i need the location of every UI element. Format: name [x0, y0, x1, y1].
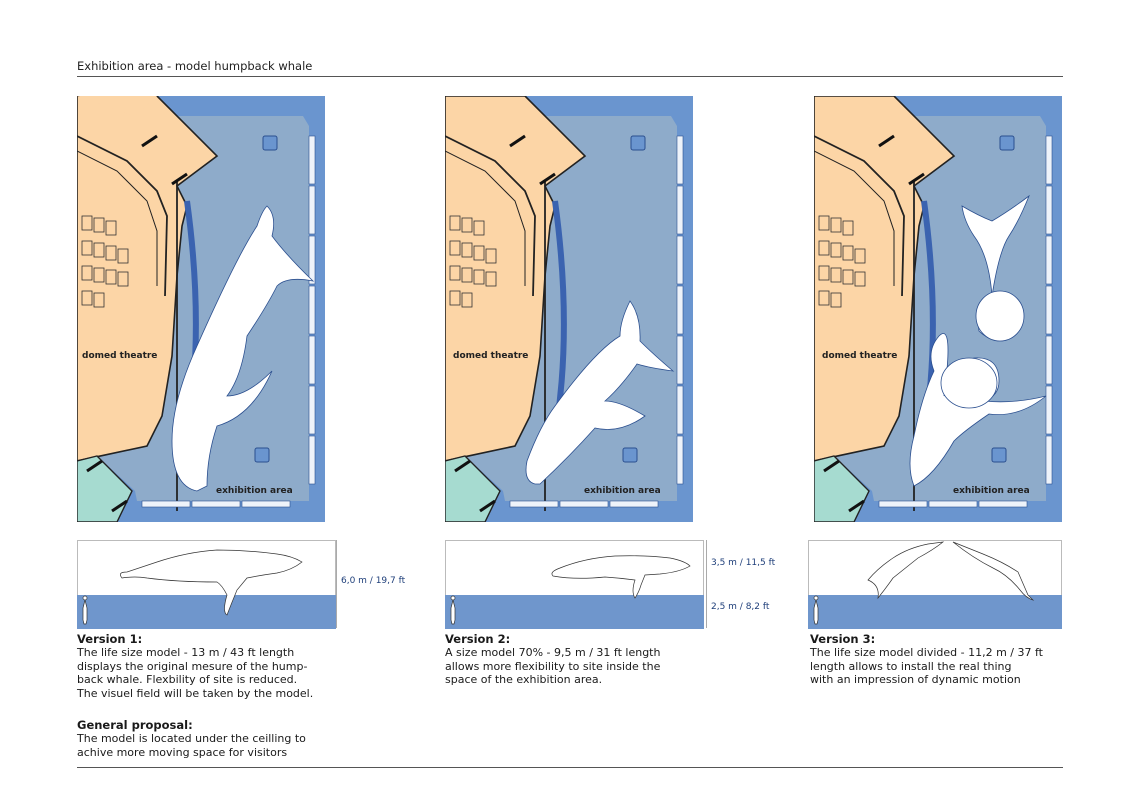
floor-plan-version-3 [814, 96, 1062, 522]
domed-theatre-label: domed theatre [82, 351, 158, 361]
header-rule [77, 76, 1063, 77]
exhibition-area-label: exhibition area [953, 486, 1030, 496]
version-line: allows more flexibility to site inside the [445, 659, 661, 673]
footer-rule [77, 767, 1063, 768]
exhibition-area-label: exhibition area [584, 486, 661, 496]
dimension-line-split [706, 540, 707, 628]
version-line: space of the exhibition area. [445, 673, 603, 686]
elevation-version-1 [77, 540, 336, 629]
domed-theatre-label: domed theatre [453, 351, 529, 361]
version-title: Version 1: [77, 632, 143, 646]
version-line: A size model 70% - 9,5 m / 31 ft length [445, 646, 661, 659]
page-title: Exhibition area - model humpback whale [77, 59, 313, 73]
floor-plan-version-2 [445, 96, 693, 522]
elevation-version-2 [445, 540, 704, 629]
version-line: with an impression of dynamic motion [810, 673, 1021, 686]
elevation-version-3 [808, 540, 1067, 629]
version-line: The visuel field will be taken by the model. [77, 686, 314, 700]
general-proposal-line: achive more moving space for visitors [77, 745, 288, 759]
dimension-line-total [336, 540, 337, 628]
general-proposal [77, 718, 377, 759]
version-line: length allows to install the real thing [810, 659, 1012, 673]
version-title: Version 3: [810, 632, 876, 646]
version-line: The life size model - 13 m / 43 ft length [77, 646, 295, 659]
domed-theatre-label: domed theatre [822, 351, 898, 361]
version-2-description [445, 632, 745, 687]
version-line: The life size model divided - 11,2 m / 37 ft [810, 646, 1043, 659]
version-line: displays the original mesure of the hump- [77, 659, 308, 673]
version-3-description [810, 632, 1110, 687]
total-height-label: 6,0 m / 19,7 ft [341, 576, 406, 586]
version-line: back whale. Flexbility of site is reduced. [77, 673, 298, 686]
floor-plan-version-1 [77, 96, 325, 522]
upper-height-label: 3,5 m / 11,5 ft [711, 558, 776, 568]
lower-height-label: 2,5 m / 8,2 ft [711, 602, 770, 612]
version-title: Version 2: [445, 632, 511, 646]
exhibition-area-label: exhibition area [216, 486, 293, 496]
version-1-description [77, 632, 377, 700]
general-proposal-title: General proposal: [77, 718, 193, 732]
general-proposal-line: The model is located under the ceilling to [77, 732, 306, 745]
